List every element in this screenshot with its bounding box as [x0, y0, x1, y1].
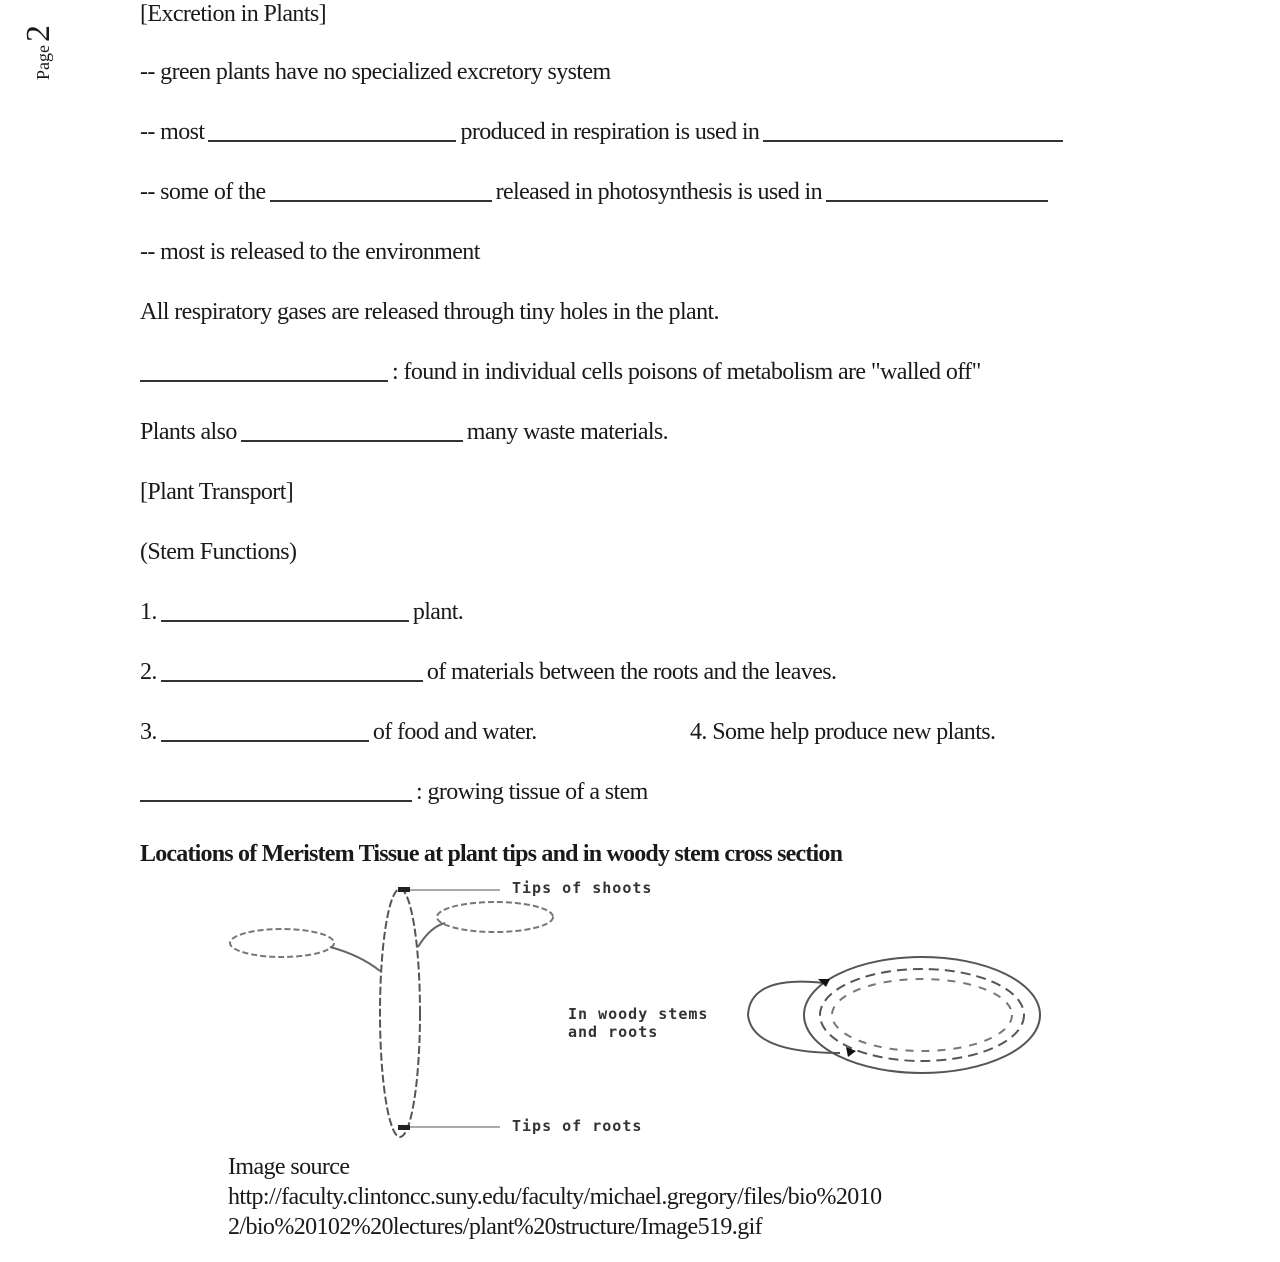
- fill-in-blank[interactable]: [161, 598, 409, 622]
- fill-in-blank[interactable]: [826, 178, 1048, 202]
- line-text: of food and water.: [372, 719, 537, 745]
- fill-in-blank[interactable]: [241, 418, 463, 442]
- page-label: Page: [33, 45, 53, 80]
- figure-title: Locations of Meristem Tissue at plant tips and in woody stem cross section: [140, 841, 843, 867]
- label-tips-of-roots: Tips of roots: [512, 1117, 643, 1135]
- line-text: Plants also: [140, 419, 237, 445]
- excretion-line-3: [140, 178, 1052, 206]
- line-text: -- most: [140, 119, 205, 145]
- gases-sentence: All respiratory gases are released through tiny holes in the plant.: [140, 299, 719, 325]
- excretion-line-4: -- most is released to the environment: [140, 239, 480, 265]
- line-text: plant.: [412, 599, 464, 625]
- fill-in-blank[interactable]: [140, 778, 412, 802]
- fill-in-blank[interactable]: [270, 178, 492, 202]
- item-number: 3.: [140, 719, 157, 745]
- section-heading-excretion: [Excretion in Plants]: [140, 1, 327, 27]
- fill-in-blank[interactable]: [161, 658, 423, 682]
- label-woody-roots: and roots: [568, 1023, 659, 1041]
- fill-in-blank[interactable]: [140, 358, 388, 382]
- section-heading-transport: [Plant Transport]: [140, 479, 294, 505]
- source-label: Image source: [228, 1154, 350, 1180]
- excretion-line-1: -- green plants have no specialized excretory system: [140, 59, 611, 85]
- source-url-line-2: 2/bio%20102%20lectures/plant%20structure/Image519.gif: [228, 1214, 763, 1240]
- line-text: of materials between the roots and the leaves.: [426, 659, 837, 685]
- label-tips-of-shoots: Tips of shoots: [512, 879, 653, 897]
- meristem-diagram: [200, 875, 1080, 1145]
- walled-off-line: [140, 358, 981, 386]
- stem-function-2: [140, 658, 836, 686]
- source-url-line-1: http://faculty.clintoncc.suny.edu/faculty/michael.gregory/files/bio%2010: [228, 1184, 882, 1210]
- item-number: 1.: [140, 599, 157, 625]
- line-text: produced in respiration is used in: [460, 119, 760, 145]
- fill-in-blank[interactable]: [161, 718, 369, 742]
- item-number: 2.: [140, 659, 157, 685]
- line-text: released in photosynthesis is used in: [495, 179, 822, 205]
- subheading-stem-functions: (Stem Functions): [140, 539, 297, 565]
- page-number-value: 2: [20, 25, 57, 42]
- stem-function-3: [140, 718, 537, 746]
- label-woody-stems: In woody stems: [568, 1005, 709, 1023]
- image-source: [228, 1152, 882, 1242]
- plants-also-line: [140, 418, 668, 446]
- stem-function-1: [140, 598, 463, 626]
- fill-in-blank[interactable]: [763, 118, 1063, 142]
- fill-in-blank[interactable]: [208, 118, 456, 142]
- line-text: -- some of the: [140, 179, 266, 205]
- stem-function-4: 4. Some help produce new plants.: [690, 719, 996, 745]
- growing-tissue-line: [140, 778, 648, 806]
- line-text: : growing tissue of a stem: [416, 779, 648, 805]
- line-text: : found in individual cells poisons of metabolism are "walled off": [392, 359, 981, 385]
- line-text: many waste materials.: [466, 419, 669, 445]
- excretion-line-2: [140, 118, 1067, 146]
- page-number: [18, 2, 58, 82]
